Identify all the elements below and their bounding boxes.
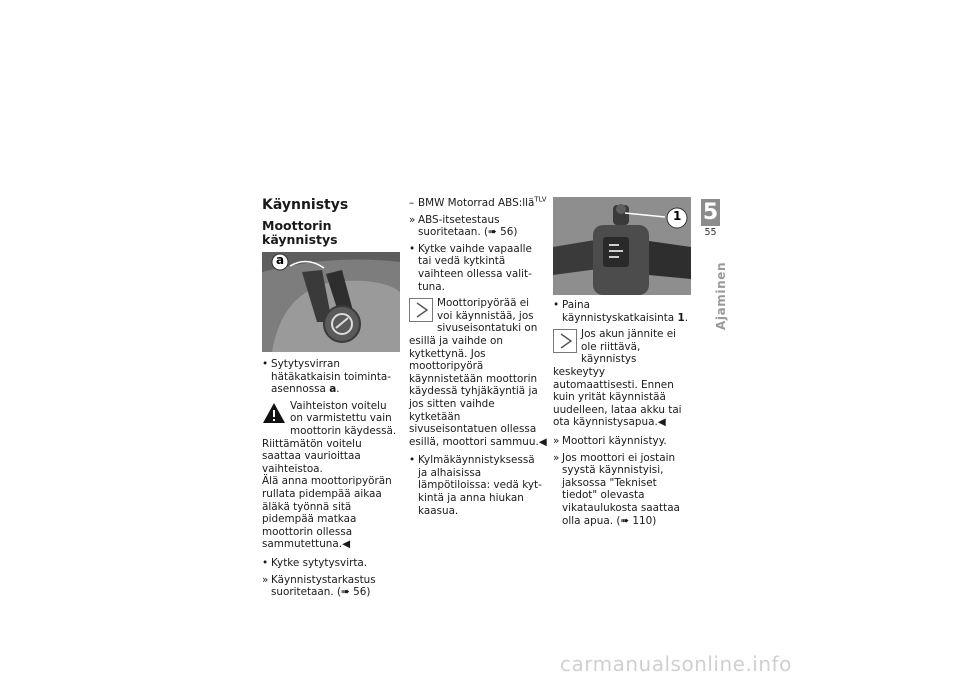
end-mark-icon: ◀ xyxy=(657,416,666,429)
photo-label-1: 1 xyxy=(673,209,682,223)
page-ref[interactable]: 110 xyxy=(632,514,653,527)
bullet-icon: • xyxy=(262,358,269,370)
chapter-side-tab: Ajaminen xyxy=(714,261,728,330)
warning-text-2: Älä anna moottoripyörän rullata pidempää aikaa äläkä työnnä sitä pidempää matkaa moottorin ollessa sammutettuna. xyxy=(262,475,392,551)
note-text: Moottoripyörää ei voi käynnistää, jos sivuseisontatuki on esillä ja vaihde on kytkettynä. Jos moottoripyörä käynnistetään moottorin käydessä tyhjäkäyntiä ja jos sitten vaihde kytketään sivuseisontatuen ollessa esillä, moottori sammuu. xyxy=(409,297,539,448)
info-note xyxy=(409,297,547,448)
note-icon xyxy=(409,298,433,322)
page-number: 55 xyxy=(704,227,717,238)
note-text: Jos akun jännite ei ole riittävä, käynnistys keskeytyy automaattisesti. Ennen kuin yrität käynnistää uudelleen, lataa akku tai ota käynnistysapua. xyxy=(553,328,682,429)
bullet-icon: • xyxy=(553,299,560,311)
column-3 xyxy=(553,197,691,531)
chapter-number: 5 xyxy=(702,200,719,225)
bullet-icon: • xyxy=(262,556,269,569)
emergency-switch-illustration xyxy=(262,252,400,352)
list-item: • Kytke vaihde vapaalle tai vedä kytkintä vaihteen ollessa valittuna. xyxy=(409,242,532,293)
dash-item: – BMW Motorrad ABS:llä$^{TLV}$ xyxy=(409,195,547,209)
result-item: » Jos moottori ei jostain syystä käynnistyisi, jaksossa "Tekniset tiedot" olevasta vikataulukosta saattaa olla apua. (➠ 110) xyxy=(553,451,680,527)
info-note xyxy=(553,328,691,429)
emergency-switch-photo xyxy=(262,252,400,352)
photo-label-a: a xyxy=(276,253,285,267)
end-mark-icon: ◀ xyxy=(538,435,547,448)
list-item: • Kylmäkäynnistyksessä ja alhaisissa lämpötiloissa: vedä kytkintä ja anna hiukan kaasua. xyxy=(409,454,542,517)
warning-note xyxy=(262,400,402,551)
dash-icon: – xyxy=(409,197,415,209)
start-button-photo xyxy=(553,197,691,295)
list-item: • Kytke sytytysvirta. xyxy=(262,556,368,569)
result-icon: » xyxy=(409,213,416,226)
arrow-icon: ➠ xyxy=(488,226,497,239)
start-button-illustration xyxy=(553,197,691,295)
page-ref[interactable]: 56 xyxy=(500,226,514,239)
page-heading: Käynnistys xyxy=(262,197,349,213)
page-ref[interactable]: 56 xyxy=(353,586,367,599)
warning-icon xyxy=(262,401,286,425)
warning-text: Vaihteiston voitelu on varmistettu vain moottorin käydessä. Riittämätön voitelu saattaa vaurioittaa vaihteistoa. xyxy=(262,399,397,475)
result-icon: » xyxy=(553,434,560,447)
result-icon: » xyxy=(262,573,269,586)
watermark: carmanualsonline.info xyxy=(560,652,792,676)
bullet-icon: • xyxy=(409,454,416,467)
note-icon xyxy=(553,329,577,353)
column-2 xyxy=(409,197,547,521)
list-item: • Sytytysvirran hätäkatkaisin toiminta-asennossa a. xyxy=(262,358,392,396)
arrow-icon: ➠ xyxy=(620,514,630,527)
section-heading: Moottorin käynnistys xyxy=(262,218,338,247)
result-item: » Moottori käynnistyy. xyxy=(553,434,667,447)
bullet-icon: • xyxy=(409,242,416,255)
column-1 xyxy=(262,197,402,603)
arrow-icon: ➠ xyxy=(341,586,350,599)
end-mark-icon: ◀ xyxy=(342,538,351,551)
result-icon: » xyxy=(553,451,560,464)
result-item: » Käynnistystarkastus suoritetaan. (➠ 56) xyxy=(262,573,376,599)
list-item: • Paina käynnistyskatkaisinta 1. xyxy=(553,299,689,324)
result-item: » ABS-itsetestaus suoritetaan. (➠ 56) xyxy=(409,213,518,239)
